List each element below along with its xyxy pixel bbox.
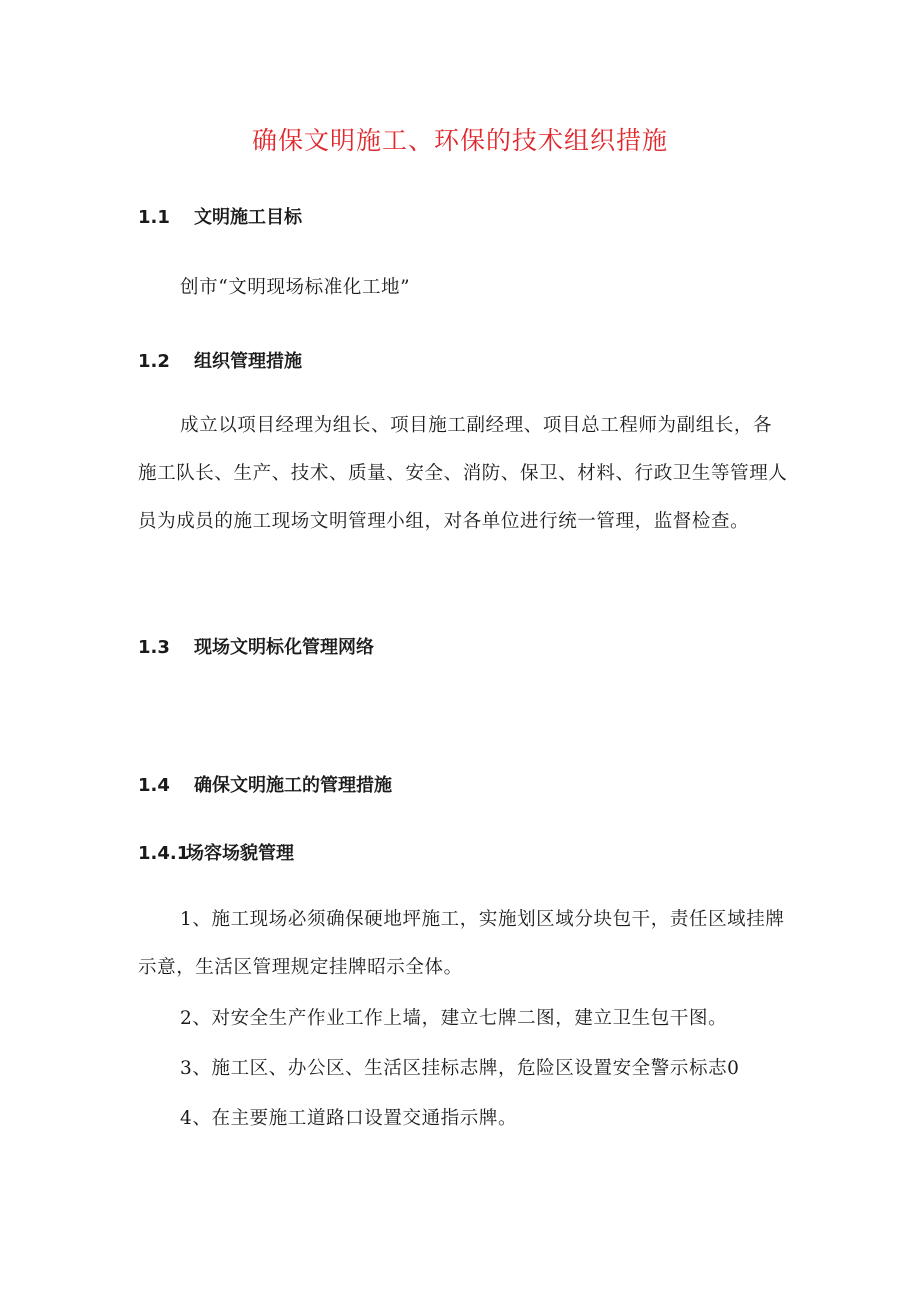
goal-text: 创市“文明现场标准化工地” (180, 277, 411, 298)
section-heading-1-2 (138, 347, 302, 373)
section-title: 组织管理措施 (194, 351, 302, 372)
section-title: 确保文明施工的管理措施 (194, 775, 392, 796)
section-title: 现场文明标化管理网络 (194, 637, 374, 658)
section-number: 1.1 (138, 207, 170, 228)
section-number: 1.3 (138, 637, 170, 658)
section-number: 1.2 (138, 351, 170, 372)
section-heading-1-4-1 (138, 839, 294, 865)
list-item: 1、施工现场必须确保硬地坪施工，实施划区域分块包干，责任区域挂牌示意，生活区管理规定挂牌昭示全体。 (138, 909, 785, 978)
org-paragraph: 成立以项目经理为组长、项目施工副经理、项目总工程师为副组长，各施工队长、生产、技术、质量、安全、消防、保卫、材料、行政卫生等管理人员为成员的施工现场文明管理小组，对各单位进行统一管理，监督检查。 (138, 415, 788, 532)
section-title: 文明施工目标 (194, 207, 302, 228)
section-number: 1.4 (138, 775, 170, 796)
section-heading-1-4 (138, 771, 392, 797)
list-item: 2、对安全生产作业工作上墙，建立七牌二图，建立卫生包干图。 (180, 1008, 728, 1029)
section-number: 1.4.1 (138, 843, 190, 864)
document-title: 确保文明施工、环保的技术组织措施 (251, 126, 668, 155)
list-item: 3、施工区、办公区、生活区挂标志牌，危险区设置安全警示标志0 (180, 1058, 740, 1079)
section-heading-1-1 (138, 203, 302, 229)
section-heading-1-3 (138, 633, 374, 659)
list-item: 4、在主要施工道路口设置交通指示牌。 (180, 1108, 518, 1129)
section-title: 场容场貌管理 (186, 843, 294, 864)
